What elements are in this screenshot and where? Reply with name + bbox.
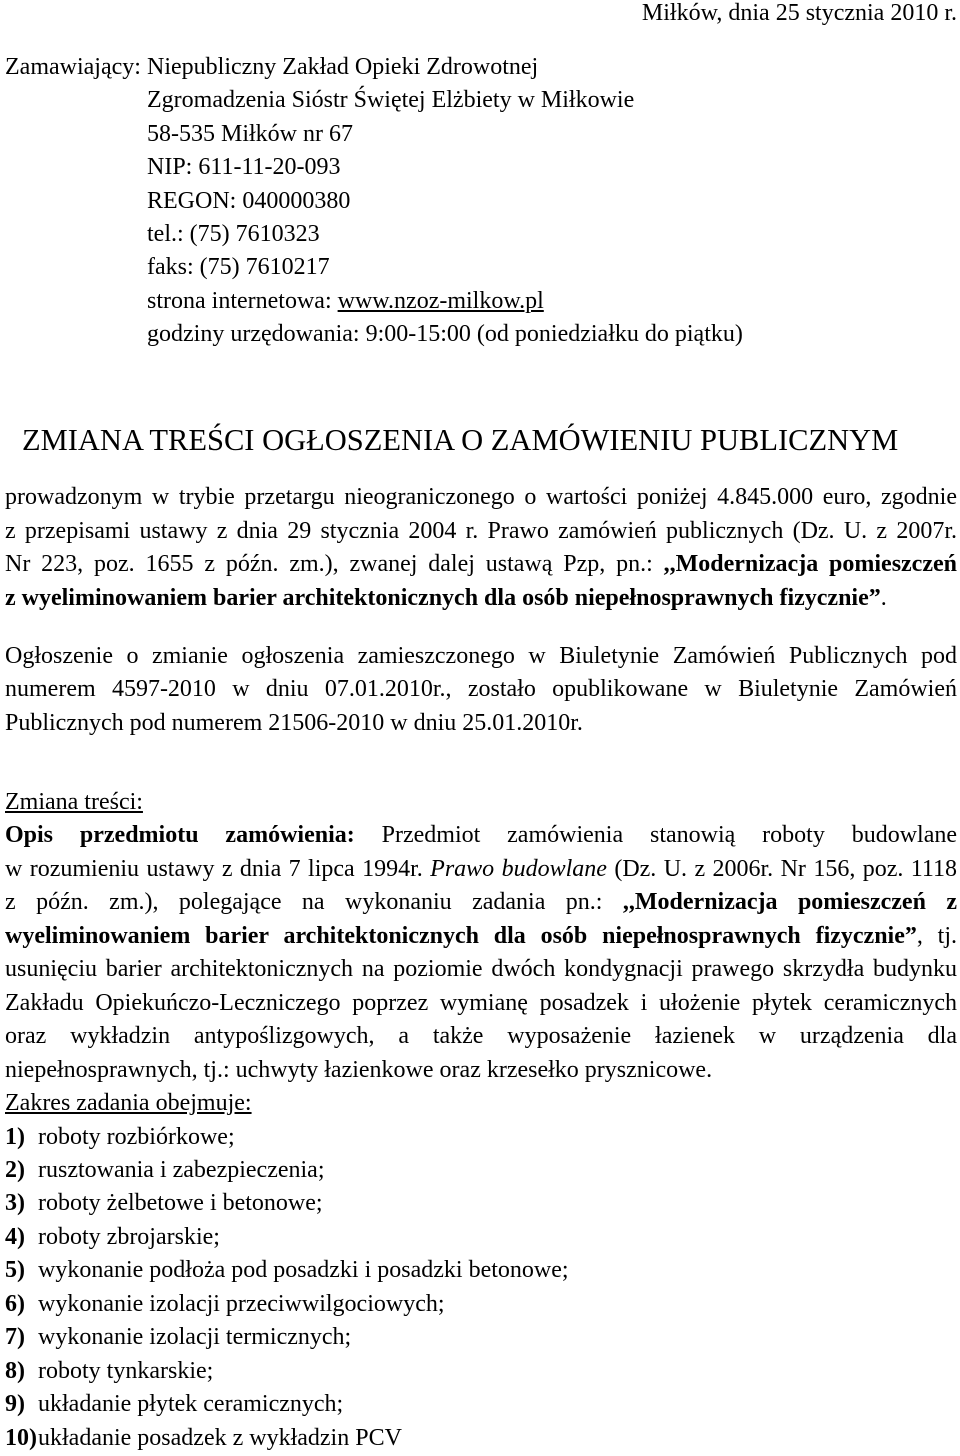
list-number: 10): [5, 1424, 37, 1451]
list-item-text: roboty tynkarskie;: [38, 1357, 214, 1384]
list-item-text: układanie posadzek z wykładzin PCV: [38, 1424, 402, 1451]
list-item-text: roboty żelbetowe i betonowe;: [38, 1190, 323, 1217]
place-date: Miłków, dnia 25 stycznia 2010 r.: [641, 0, 957, 26]
project-name-bold: z wyeliminowaniem barier architektonicznych dla osób niepełnosprawnych fizycznie”: [5, 584, 881, 611]
list-item: [5, 1388, 957, 1421]
change-line: oraz wykładzin antypoślizgowych, a także wyposażenie łazienek w urządzenia dla: [5, 1023, 957, 1050]
intro-text: .: [880, 584, 887, 611]
list-item-text: rusztowania i zabezpieczenia;: [38, 1156, 325, 1183]
change-line: Zakładu Opiekuńczo-Leczniczego poprzez wymianę posadzek i ułożenie płytek ceramicznych: [5, 989, 957, 1016]
project-name-bold: ,,Modernizacja pomieszczeń: [663, 551, 957, 578]
list-item: [5, 1154, 957, 1187]
list-item: [5, 1221, 957, 1254]
list-number: 4): [5, 1223, 25, 1250]
list-item: [5, 1355, 957, 1388]
list-item: [5, 1187, 957, 1220]
authority-website-line: [5, 285, 957, 318]
publication-note: [5, 640, 957, 740]
list-number: 3): [5, 1190, 25, 1217]
authority-fax: faks: (75) 7610217: [147, 254, 330, 281]
list-number: 7): [5, 1324, 25, 1351]
authority-phone: tel.: (75) 7610323: [147, 221, 320, 248]
change-text: Przedmiot zamówienia stanowią roboty budowlane: [354, 822, 958, 849]
list-item-text: układanie płytek ceramicznych;: [38, 1391, 344, 1418]
website-label: strona internetowa:: [147, 287, 338, 314]
list-item: [5, 1321, 957, 1354]
list-item: [5, 1422, 957, 1455]
document-title: ZMIANA TREŚCI OGŁOSZENIA O ZAMÓWIENIU PUBLICZNYM: [22, 423, 899, 457]
publication-line: Publicznych pod numerem 21506-2010 w dniu 25.01.2010r.: [5, 709, 583, 736]
change-text: (Dz. U. z 2006r. Nr 156, poz. 1118: [606, 855, 958, 882]
list-item-text: roboty zbrojarskie;: [38, 1223, 220, 1250]
authority-name-line: [5, 51, 957, 84]
change-text: w rozumieniu ustawy z dnia 7 lipca 1994r.: [5, 855, 431, 882]
contracting-authority: [5, 51, 957, 352]
list-number: 5): [5, 1257, 25, 1284]
authority-regon: REGON: 040000380: [147, 187, 351, 214]
intro-line: [5, 548, 957, 582]
change-line: niepełnosprawnych, tj.: uchwyty łazienkowe oraz krzesełko prysznicowe.: [5, 1056, 713, 1083]
list-number: 2): [5, 1156, 25, 1183]
list-number: 9): [5, 1391, 25, 1418]
intro-line: [5, 582, 957, 616]
change-section: [5, 786, 957, 1455]
list-item-text: wykonanie izolacji termicznych;: [38, 1324, 352, 1351]
intro-text: Nr 223, poz. 1655 z późn. zm.), zwanej dalej ustawą Pzp, pn.:: [5, 551, 664, 578]
list-item: [5, 1254, 957, 1287]
list-number: 6): [5, 1290, 25, 1317]
authority-nip: NIP: 611-11-20-093: [147, 154, 341, 181]
list-number: 8): [5, 1357, 25, 1384]
list-item-text: wykonanie izolacji przeciwwilgociowych;: [38, 1290, 445, 1317]
list-number: 1): [5, 1123, 25, 1150]
subject-label: Opis przedmiotu zamówienia:: [5, 822, 355, 849]
change-line: [5, 886, 957, 919]
change-text: z późn. zm.), polegające na wykonaniu zadania pn.:: [5, 889, 623, 916]
change-line: [5, 853, 957, 886]
intro-line: prowadzonym w trybie przetargu nieograniczonego o wartości poniżej 4.845.000 euro, zgodnie: [5, 484, 957, 510]
change-line: [5, 920, 957, 953]
publication-line: numerem 4597-2010 w dniu 07.01.2010r., zostało opublikowane w Biuletynie Zamówień: [5, 676, 957, 703]
list-item: [5, 1121, 957, 1154]
list-item: [5, 1288, 957, 1321]
law-title-italic: Prawo budowlane: [430, 855, 607, 882]
change-heading-line: [5, 786, 957, 819]
authority-name-continuation: Zgromadzenia Sióstr Świętej Elżbiety w Miłkowie: [147, 87, 635, 114]
publication-line: Ogłoszenie o zmianie ogłoszenia zamieszczonego w Biuletynie Zamówień Publicznych pod: [5, 643, 957, 669]
change-line: usunięciu barier architektonicznych na poziomie dwóch kondygnacji prawego skrzydła budynku: [5, 956, 957, 983]
intro-paragraph: [5, 481, 957, 615]
project-name-bold: wyeliminowaniem barier architektonicznych dla osób niepełnosprawnych fizycznie”: [5, 922, 917, 949]
change-heading: Zmiana treści:: [5, 789, 143, 815]
scope-heading: Zakres zadania obejmuje:: [5, 1090, 252, 1117]
authority-name: Niepubliczny Zakład Opieki Zdrowotnej: [147, 54, 539, 80]
scope-heading-line: [5, 1087, 957, 1120]
intro-line: z przepisami ustawy z dnia 29 stycznia 2004 r. Prawo zamówień publicznych (Dz. U. z 2007r.: [5, 517, 957, 544]
project-name-bold: ,,Modernizacja pomieszczeń z: [622, 889, 957, 916]
change-line: [5, 819, 957, 852]
list-item-text: wykonanie podłoża pod posadzki i posadzki betonowe;: [38, 1257, 569, 1284]
authority-office-hours: godziny urzędowania: 9:00-15:00 (od poniedziałku do piątku): [147, 321, 743, 348]
change-text: , tj.: [916, 922, 957, 949]
website-link[interactable]: www.nzoz-milkow.pl: [337, 287, 544, 314]
authority-address: 58-535 Miłków nr 67: [147, 120, 353, 147]
authority-label: Zamawiający:: [5, 54, 141, 80]
list-item-text: roboty rozbiórkowe;: [38, 1123, 235, 1150]
